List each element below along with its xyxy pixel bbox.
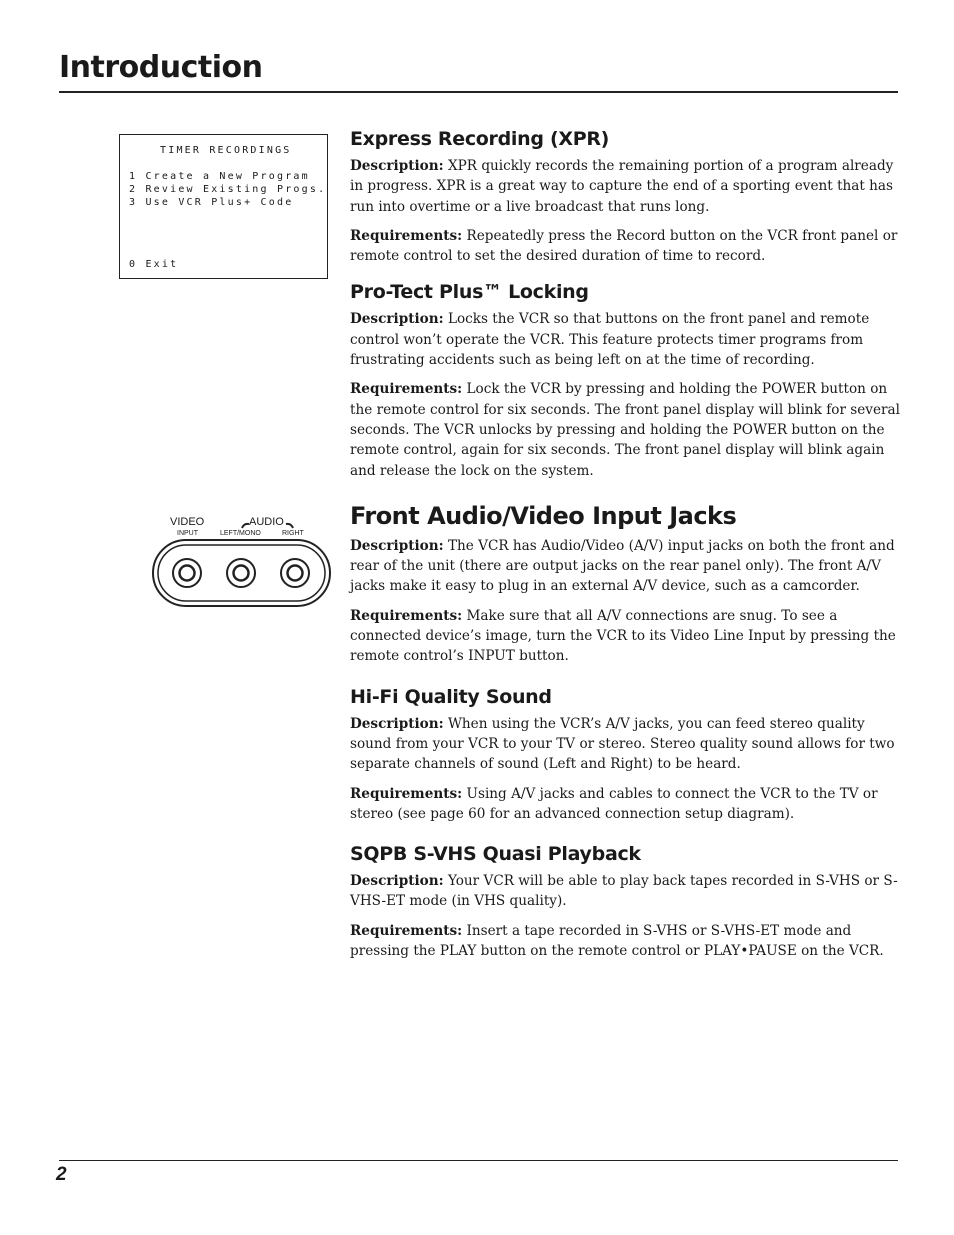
description-paragraph	[350, 536, 900, 597]
input-label: INPUT	[177, 530, 198, 537]
page-number: 2	[56, 1164, 67, 1185]
requirements-label: Requirements:	[350, 227, 463, 244]
menu-exit-item: 0 Exit	[129, 259, 179, 270]
section-heading: Express Recording (XPR)	[350, 128, 610, 150]
section-express-recording	[350, 126, 900, 266]
footer-rule	[59, 1160, 898, 1161]
description-label: Description:	[350, 158, 444, 174]
menu-title: TIMER RECORDINGS	[160, 145, 292, 156]
requirements-text: Using A/V jacks and cables to connect the VCR to the TV or stereo (see page 60 for an advanced connection setup diagram).	[350, 785, 878, 822]
description-text: When using the VCR’s A/V jacks, you can feed stereo quality sound from your VCR to your TV or stereo. Stereo quality sound allows for two separate channels of sound (Left and Right) to be heard.	[350, 715, 895, 773]
menu-item: 1 Create a New Program	[129, 171, 310, 182]
description-text: Locks the VCR so that buttons on the front panel and remote control won’t operate the VCR. This feature protects timer programs from frustrating accidents such as being left on at the time of recording.	[350, 311, 870, 369]
audio-label: AUDIO	[249, 516, 284, 528]
video-jack	[173, 559, 201, 587]
description-text: XPR quickly records the remaining portion of a program already in progress. XPR is a great way to capture the end of a sporting event that has run into overtime or a live broadcast that runs long.	[350, 158, 894, 215]
requirements-label: Requirements:	[350, 381, 463, 398]
requirements-paragraph	[350, 784, 900, 825]
description-paragraph	[350, 309, 900, 370]
section-heading: Hi-Fi Quality Sound	[350, 685, 552, 708]
description-label: Description:	[350, 715, 444, 732]
requirements-text: Make sure that all A/V connections are snug. To see a connected device’s image, turn the VCR to its Video Line Input by pressing the remote control’s INPUT button.	[350, 607, 896, 665]
description-label: Description:	[350, 873, 444, 890]
audio-right-jack	[281, 559, 309, 587]
timer-recordings-menu-figure	[119, 134, 328, 279]
description-label: Description:	[350, 537, 444, 554]
section-pro-tect-locking	[350, 279, 900, 480]
audio-left-jack	[227, 559, 255, 587]
requirements-label: Requirements:	[350, 922, 463, 939]
section-heading: Pro-Tect Plus™ Locking	[350, 281, 589, 304]
requirements-text: Repeatedly press the Record button on the VCR front panel or remote control to set the desired duration of time to record.	[350, 227, 898, 265]
description-text: Your VCR will be able to play back tapes recorded in S-VHS or S-VHS-ET mode (in VHS quality).	[350, 873, 898, 910]
video-label: VIDEO	[170, 516, 205, 528]
requirements-text: Insert a tape recorded in S-VHS or S-VHS-ET mode and pressing the PLAY button on the remote control or PLAY•PAUSE on the VCR.	[350, 922, 884, 960]
description-paragraph	[350, 156, 900, 217]
section-sqpb-playback	[350, 841, 900, 961]
requirements-paragraph	[350, 921, 900, 962]
front-av-jacks-figure	[150, 512, 335, 612]
section-heading: Front Audio/Video Input Jacks	[350, 501, 737, 530]
section-front-av-jacks	[350, 499, 900, 667]
left-mono-label: LEFT/MONO	[220, 530, 261, 537]
requirements-paragraph	[350, 379, 900, 480]
requirements-paragraph	[350, 226, 900, 267]
description-paragraph	[350, 714, 900, 775]
requirements-label: Requirements:	[350, 785, 463, 802]
requirements-paragraph	[350, 606, 900, 667]
header-rule	[59, 91, 898, 93]
menu-items	[129, 170, 326, 209]
description-label: Description:	[350, 311, 444, 328]
right-label: RIGHT	[282, 530, 304, 537]
section-hifi-sound	[350, 684, 900, 824]
menu-item: 2 Review Existing Progs.	[129, 184, 327, 195]
requirements-text: Lock the VCR by pressing and holding the POWER button on the remote control for six seconds. The front panel display will blink for several seconds. The VCR unlocks by pressing and holding the POWER button on the remote control, again for six seconds. The front panel display will blink again and release the lock on the system.	[350, 381, 900, 479]
requirements-label: Requirements:	[350, 607, 463, 624]
page-title: Introduction	[59, 50, 263, 85]
menu-item: 3 Use VCR Plus+ Code	[129, 197, 294, 208]
description-paragraph	[350, 871, 900, 912]
description-text: The VCR has Audio/Video (A/V) input jacks on both the front and rear of the unit (there are output jacks on the rear panel only). The front A/V jacks make it easy to plug in an external A/V device, such as a camcorder.	[350, 537, 895, 595]
section-heading: SQPB S-VHS Quasi Playback	[350, 843, 641, 866]
content-column	[350, 126, 900, 970]
